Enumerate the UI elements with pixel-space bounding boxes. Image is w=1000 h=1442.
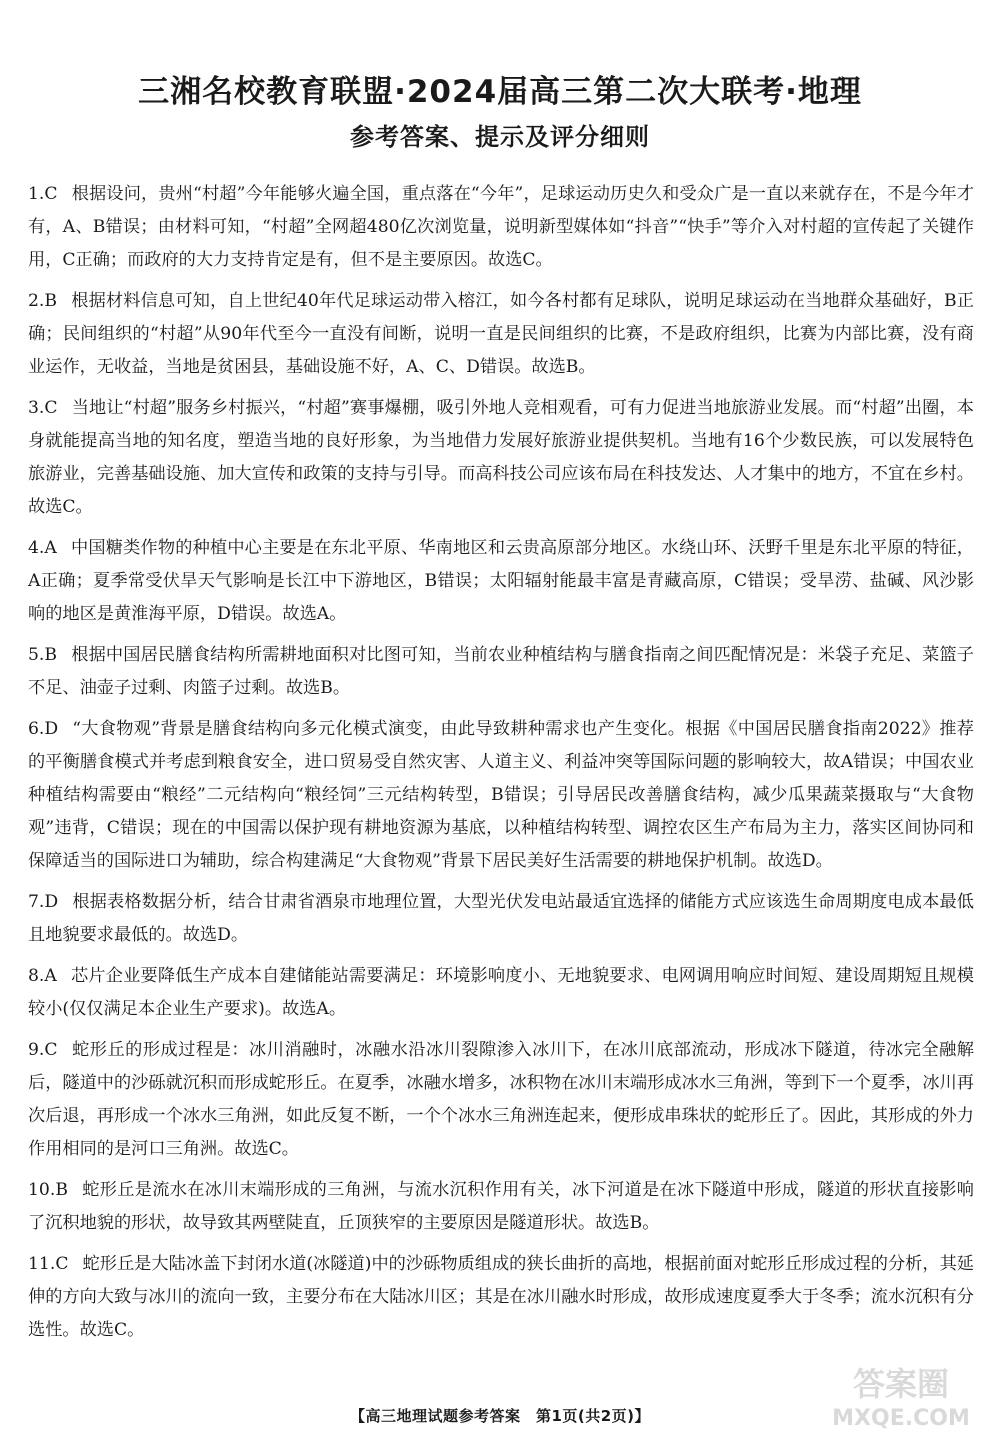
answer-text: 蛇形丘是大陆冰盖下封闭水道(冰隧道)中的沙砾物质组成的狭长曲折的高地，根据前面对蛇形丘形成过程的分析，其延伸的方向大致与冰川的流向一致，主要分布在大陆冰川区；其是在冰川融水时形成，故形成速度夏季大于冬季；流水沉积有分选性。故选C。 [28,1254,974,1340]
answer-number: 4.A [28,538,57,558]
answer-item-6 [28,713,974,878]
answer-text: “大食物观”背景是膳食结构向多元化模式演变，由此导致耕种需求也产生变化。根据《中国居民膳食指南2022》推荐的平衡膳食模式并考虑到粮食安全，进口贸易受自然灾害、人道主义、利益冲突等国际问题的影响较大，故A错误；中国农业种植结构需要由“粮经”二元结构向“粮经饲”三元结构转型，B错误；引导居民改善膳食结构，减少瓜果蔬菜摄取与“大食物观”违背，C错误；现在的中国需以保护现有耕地资源为基底，以种植结构转型、调控农区生产布局为主力，落实区间协同和保障适当的国际进口为辅助，综合构建满足“大食物观”背景下居民美好生活需要的耕地保护机制。故选D。 [28,719,974,871]
page-title: 三湘名校教育联盟·2024届高三第二次大联考·地理 [138,74,862,110]
answer-text: 根据表格数据分析，结合甘肃省酒泉市地理位置，大型光伏发电站最适宜选择的储能方式应该选生命周期度电成本最低且地貌要求最低的。故选D。 [28,892,974,945]
answer-item-1 [28,178,974,277]
answer-number: 10.B [28,1180,68,1200]
watermark-line1: 答案圈 [852,1365,950,1403]
answer-item-2 [28,285,974,384]
page-subtitle: 参考答案、提示及评分细则 [350,123,650,151]
answer-number: 6.D [28,719,59,739]
answer-text: 蛇形丘是流水在冰川末端形成的三角洲，与流水沉积作用有关，冰下河道是在冰下隧道中形成，隧道的形状直接影响了沉积地貌的形状，故导致其两壁陡直，丘顶狭窄的主要原因是隧道形状。故选B。 [28,1180,974,1233]
answers-list [28,178,974,1355]
answer-number: 1.C [28,184,58,204]
answer-item-7 [28,886,974,952]
answer-text: 根据中国居民膳食结构所需耕地面积对比图可知，当前农业种植结构与膳食指南之间匹配情况是：米袋子充足、菜篮子不足、油壶子过剩、肉篮子过剩。故选B。 [28,645,974,698]
answer-text: 芯片企业要降低生产成本自建储能站需要满足：环境影响度小、无地貌要求、电网调用响应时间短、建设周期短且规模较小(仅仅满足本企业生产要求)。故选A。 [28,966,974,1019]
answer-item-10 [28,1174,974,1240]
answer-number: 11.C [28,1254,69,1274]
answer-text: 当地让“村超”服务乡村振兴，“村超”赛事爆棚，吸引外地人竞相观看，可有力促进当地旅游业发展。而“村超”出圈，本身就能提高当地的知名度，塑造当地的良好形象，为当地借力发展好旅游业提供契机。当地有16个少数民族，可以发展特色旅游业，完善基础设施、加大宣传和政策的支持与引导。而高科技公司应该布局在科技发达、人才集中的地方，不宜在乡村。故选C。 [28,398,974,517]
answer-number: 5.B [28,645,58,665]
page-footer: 【高三地理试题参考答案 第1页(共2页)】 [349,1407,651,1425]
answer-number: 3.C [28,398,58,418]
answer-number: 2.B [28,291,58,311]
watermark-logo [816,1355,986,1435]
answer-number: 9.C [28,1040,58,1060]
watermark-line2: MXQE.COM [832,1406,970,1431]
answer-item-9 [28,1034,974,1166]
answer-item-3 [28,392,974,524]
answer-item-11 [28,1248,974,1347]
answer-number: 8.A [28,966,57,986]
answer-number: 7.D [28,892,59,912]
answer-text: 中国糖类作物的种植中心主要是在东北平原、华南地区和云贵高原部分地区。水绕山环、沃野千里是东北平原的特征，A正确；夏季常受伏旱天气影响是长江中下游地区，B错误；太阳辐射能最丰富是青藏高原，C错误；受旱涝、盐碱、风沙影响的地区是黄淮海平原，D错误。故选A。 [28,538,974,624]
answer-item-5 [28,639,974,705]
answer-text: 根据设问，贵州“村超”今年能够火遍全国，重点落在“今年”，足球运动历史久和受众广是一直以来就存在，不是今年才有，A、B错误；由材料可知，“村超”全网超480亿次浏览量，说明新型媒体如“抖音”“快手”等介入对村超的宣传起了关键作用，C正确；而政府的大力支持肯定是有，但不是主要原因。故选C。 [28,184,974,270]
answer-text: 蛇形丘的形成过程是：冰川消融时，冰融水沿冰川裂隙渗入冰川下，在冰川底部流动，形成冰下隧道，待冰完全融解后，隧道中的沙砾就沉积而形成蛇形丘。在夏季，冰融水增多，冰积物在冰川末端形成冰水三角洲，等到下一个夏季，冰川再次后退，再形成一个冰水三角洲，如此反复不断，一个个冰水三角洲连起来，便形成串珠状的蛇形丘了。因此，其形成的外力作用相同的是河口三角洲。故选C。 [28,1040,974,1159]
answer-item-4 [28,532,974,631]
answer-text: 根据材料信息可知，自上世纪40年代足球运动带入榕江，如今各村都有足球队，说明足球运动在当地群众基础好，B正确；民间组织的“村超”从90年代至今一直没有间断，说明一直是民间组织的比赛，不是政府组织，比赛为内部比赛，没有商业运作，无收益，当地是贫困县，基础设施不好，A、C、D错误。故选B。 [28,291,974,377]
answer-item-8 [28,960,974,1026]
